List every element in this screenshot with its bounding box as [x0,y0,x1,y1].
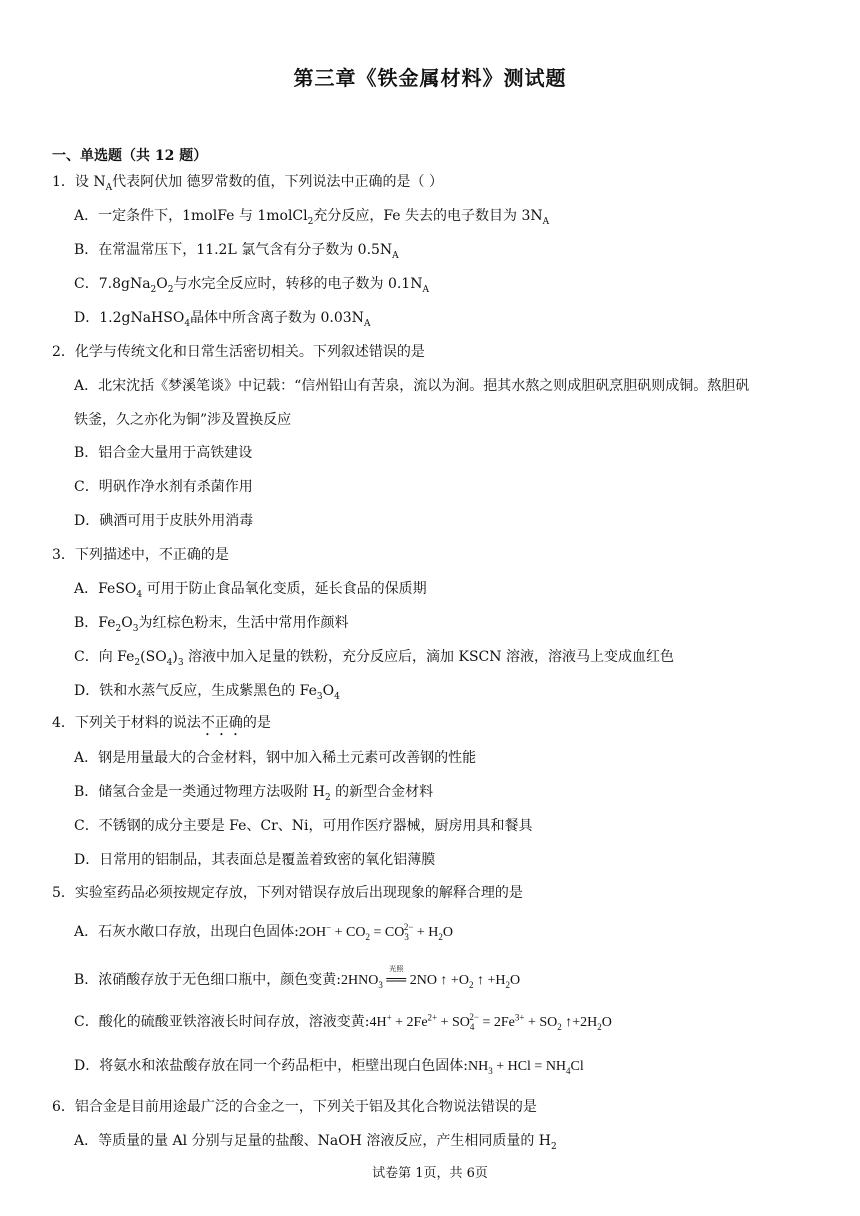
question-3-option-b: B．$Fe_2O_3$为红棕色粉末，生活中常用作颜料 [74,615,349,634]
equation-b: $2HNO_3$ 光照 ══ 2NO ↑ $+O_2$ ↑ $+H_2O$ [341,965,521,990]
emphasis-text: 不正确 [200,715,243,731]
equation-a: $2OH^- + CO_2 = CO_3^{2-} + H_2O$ [298,922,454,942]
question-6-stem: 6．铝合金是目前用途最广泛的合金之一，下列关于铝及其化合物说法错误的是 [52,1099,537,1115]
question-5-option-c: C．酸化的硫酸亚铁溶液长时间存放，溶液变黄:4H+ + $2Fe^{2+} + SO_4^{2-} = 2Fe^{3+} + SO_2$ $↑+2H_2O$ [74,1012,612,1032]
question-3-option-a: A．FeSO$_4$ 可用于防止食品氧化变质，延长食品的保质期 [74,581,427,600]
question-2-option-d: D．碘酒可用于皮肤外用消毒 [74,513,254,529]
question-5-option-d: D．将氨水和浓盐酸存放在同一个药品柜中，柜壁出现白色固体$:NH_3$ + HCl = $NH_4Cl$ [74,1058,584,1076]
question-1-option-a: A．一定条件下，1molFe 与 1molCl$_2$充分反应，Fe 失去的电子数目为 $3N_A$ [74,208,550,227]
question-3-option-c: C．向 $Fe_2(SO_4)_3$ 溶液中加入足量的铁粉，充分反应后，滴加 KSCN 溶液，溶液马上变成血红色 [74,649,674,668]
question-3-option-d: D．铁和水蒸气反应，生成紫黑色的 $Fe_3O_4$ [74,683,340,702]
reaction-condition: 光照 ══ [386,965,407,988]
question-2-option-b: B．铝合金大量用于高铁建设 [74,445,253,461]
page-footer: 试卷第 1页，共 6页 [372,1166,488,1181]
question-1-stem: 1．设 $N_A$代表阿伏加 德罗常数的值，下列说法中正确的是（ ） [52,174,444,193]
question-2-option-c: C．明矾作净水剂有杀菌作用 [74,479,253,495]
question-4-option-b: B．储氢合金是一类通过物理方法吸附 $H_2$ 的新型合金材料 [74,784,434,803]
question-1-option-c: C．$7.8gNa_2O_2$与水完全反应时，转移的电子数为 $0.1N_A$ [74,276,429,295]
question-1-option-d: D．1.2gNaHSO$_4$晶体中所含离子数为 $0.03N_A$ [74,310,371,329]
question-2-stem: 2．化学与传统文化和日常生活密切相关。下列叙述错误的是 [52,344,425,360]
question-6-option-a: A．等质量的量 Al 分别与足量的盐酸、NaOH 溶液反应，产生相同质量的 $H_2$ [74,1133,557,1152]
equation-d: $NH_3$ + HCl = $NH_4Cl$ [467,1059,584,1076]
section-heading: 一、单选题（共 12 题） [52,148,208,164]
question-4-option-d: D．日常用的铝制品，其表面总是覆盖着致密的氧化铝薄膜 [74,852,436,868]
question-2-option-a-line2: 铁釜，久之亦化为铜”涉及置换反应 [74,412,292,428]
question-5-option-a: A．石灰水敞口存放，出现白色固体:2OH− + $CO_2 = CO_3^{2-} + H_2O$ [74,922,454,942]
question-4-option-a: A．钢是用量最大的合金材料，钢中加入稀土元素可改善钢的性能 [74,750,477,766]
question-5-option-b: B．浓硝酸存放于无色细口瓶中，颜色变黄$:2HNO_3$ 光照 ══ 2NO ↑ $+O_2$ ↑ $+H_2O$ [74,965,521,990]
page-title: 第三章《铁金属材料》测试题 [293,66,567,90]
question-4-stem: 4．下列关于材料的说法不正确的是 [52,715,271,731]
question-4-option-c: C．不锈钢的成分主要是 Fe、Cr、Ni，可用作医疗器械，厨房用具和餐具 [74,818,533,834]
question-1-option-b: B．在常温常压下，11.2L 氯气含有分子数为 $0.5N_A$ [74,242,399,261]
question-5-stem: 5．实验室药品必须按规定存放，下列对错误存放后出现现象的解释合理的是 [52,885,523,901]
question-2-option-a-line1: A．北宋沈括《梦溪笔谈》中记载：“信州铅山有苦泉，流以为涧。挹其水熬之则成胆矾烹胆矾则成铜。熬胆矾 [74,378,750,394]
question-3-stem: 3．下列描述中，不正确的是 [52,547,229,563]
equation-c: $4H^+ + 2Fe^{2+} + SO_4^{2-} = 2Fe^{3+} + SO_2$ $↑+2H_2O$ [369,1012,612,1032]
